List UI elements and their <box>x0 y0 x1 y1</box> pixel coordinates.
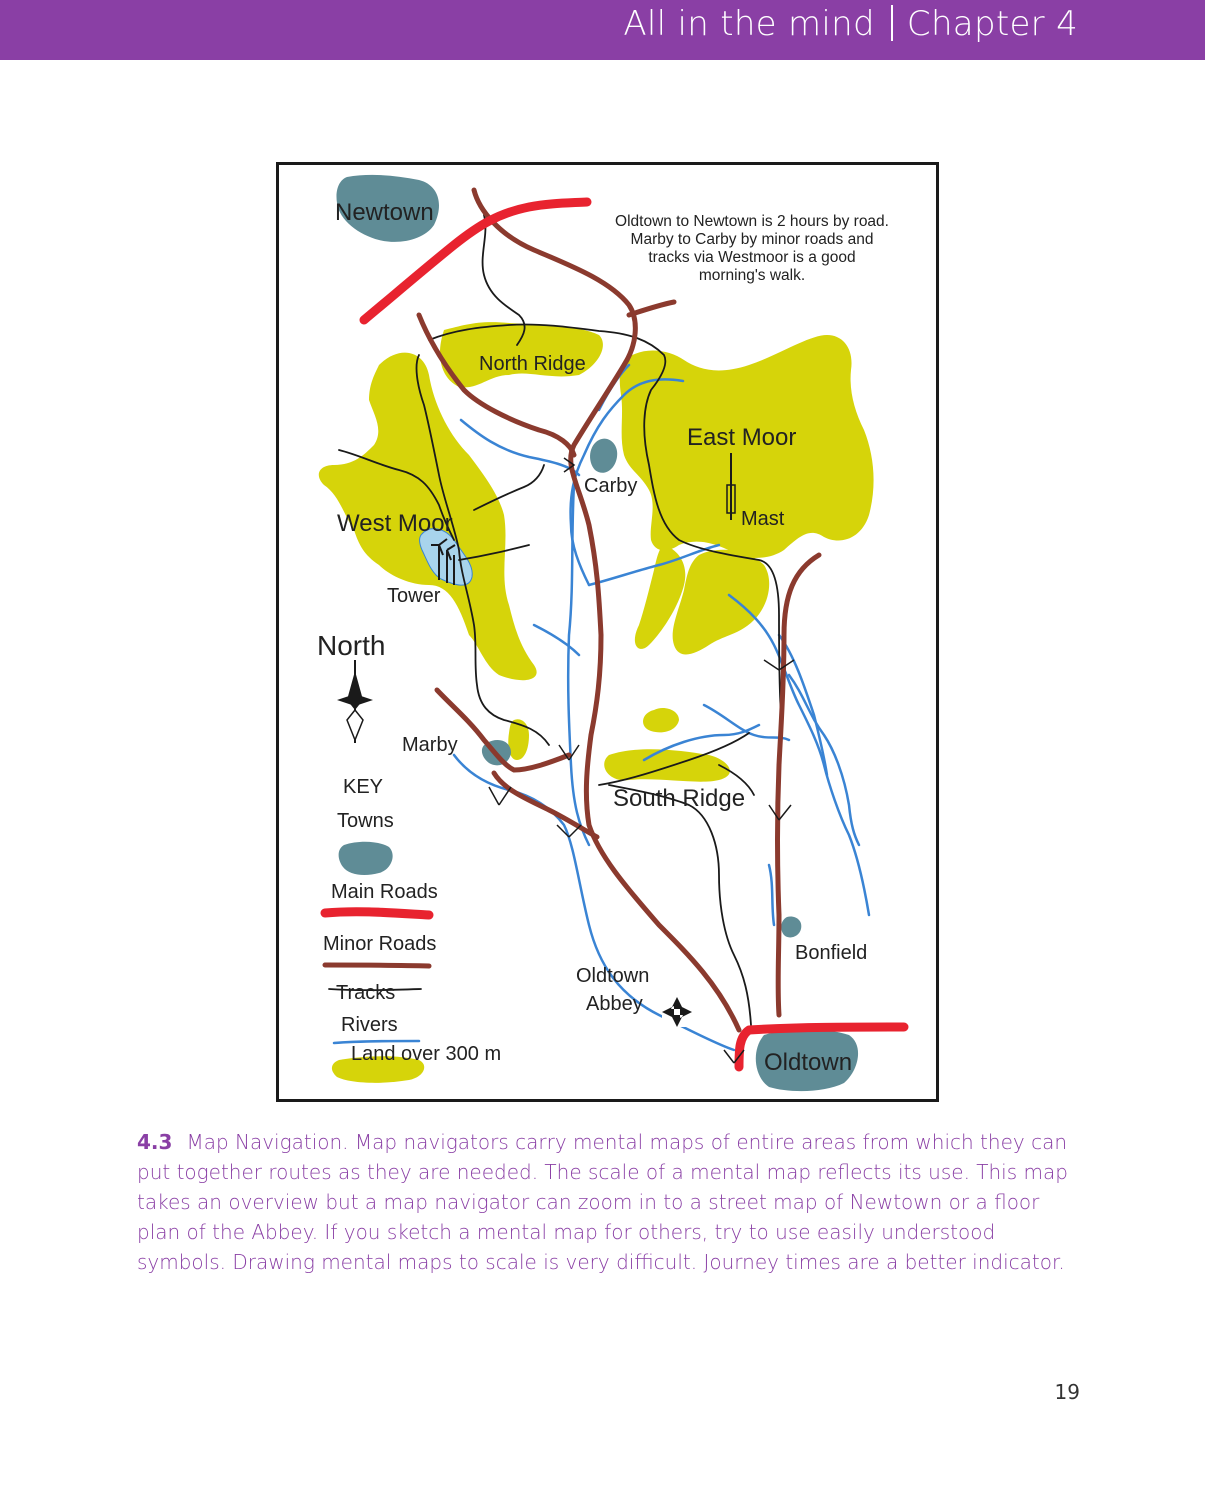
note-line-3: tracks via Westmoor is a good <box>648 249 856 266</box>
header-text <box>623 4 1078 44</box>
label-bonfield: Bonfield <box>795 942 868 964</box>
figure-caption <box>137 1127 1087 1277</box>
label-carby: Carby <box>584 475 638 497</box>
map-drawing <box>279 165 936 1099</box>
label-north: North <box>317 630 386 661</box>
label-north-ridge: North Ridge <box>479 353 586 375</box>
key-title: KEY <box>343 776 384 798</box>
header-title: All in the mind <box>623 4 875 44</box>
caption-text: Map Navigation. Map navigators carry mental maps of entire areas from which they can put together routes as they are needed. The scale of a mental map reflects its use. This map takes an overview but a map navigator can zoom in to a street map of Newtown or a floor plan of the Abbey. If you sketch a mental map for others, try to use easily understood symbols. Drawing mental maps to scale is very difficult. Journey times are a better indicator. <box>137 1130 1068 1274</box>
page-number: 19 <box>1054 1380 1080 1404</box>
label-west-moor: West Moor <box>337 510 453 537</box>
header-separator <box>891 5 893 41</box>
map-note <box>615 213 889 284</box>
key-tracks: Tracks <box>336 982 396 1004</box>
label-oldtown-abbey-line2: Abbey <box>586 993 643 1015</box>
figure-number: 4.3 <box>137 1130 173 1154</box>
key-main-roads: Main Roads <box>331 881 438 903</box>
chapter-header <box>0 0 1205 60</box>
label-mast: Mast <box>741 508 785 530</box>
label-newtown: Newtown <box>335 199 434 226</box>
label-east-moor: East Moor <box>687 424 797 451</box>
key-minor-roads: Minor Roads <box>323 933 437 955</box>
key-towns: Towns <box>337 810 394 832</box>
header-chapter: Chapter 4 <box>906 4 1078 44</box>
map-key <box>323 776 501 1065</box>
note-line-1: Oldtown to Newtown is 2 hours by road. <box>615 213 889 230</box>
key-rivers: Rivers <box>341 1014 398 1036</box>
note-line-2: Marby to Carby by minor roads and <box>630 231 874 248</box>
key-land: Land over 300 m <box>351 1043 502 1065</box>
abbey-symbol <box>662 997 692 1027</box>
label-oldtown: Oldtown <box>764 1049 853 1076</box>
label-oldtown-abbey-line1: Oldtown <box>576 965 650 987</box>
north-arrow <box>337 660 373 743</box>
map-figure <box>276 162 939 1102</box>
label-marby: Marby <box>402 734 458 756</box>
note-line-4: morning's walk. <box>698 267 806 284</box>
label-south-ridge: South Ridge <box>613 785 746 812</box>
label-tower: Tower <box>387 585 441 607</box>
